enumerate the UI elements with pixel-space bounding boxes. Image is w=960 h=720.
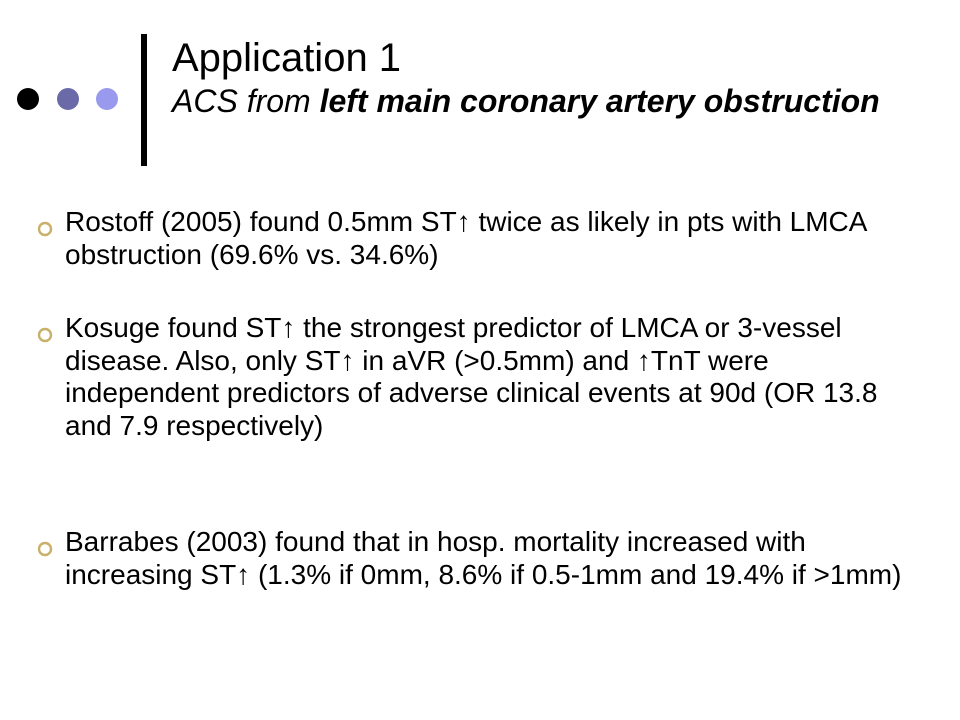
slide-title-block xyxy=(172,34,942,122)
dot-light-icon xyxy=(96,88,118,110)
ring-bullet-icon xyxy=(36,220,54,238)
title-divider xyxy=(141,34,147,166)
bullet-text: Barrabes (2003) found that in hosp. mortality increased with increasing ST↑ (1.3% if 0mm, 8.6% if 0.5-1mm and 19.4% if >1mm) xyxy=(65,526,902,590)
decorative-dots xyxy=(0,0,140,140)
ring-bullet-icon xyxy=(36,326,54,344)
subtitle-prefix: ACS from xyxy=(172,83,320,119)
bullet-text: Kosuge found ST↑ the strongest predictor of LMCA or 3-vessel disease. Also, only ST↑ in aVR (>0.5mm) and ↑TnT were independent predictors of adverse clinical events at 90d (OR 13.8 and 7.9 respectively) xyxy=(65,312,878,441)
ring-bullet-icon xyxy=(36,540,54,558)
subtitle-emphasis: left main coronary artery obstruction xyxy=(319,83,880,119)
slide-title: Application 1 xyxy=(172,36,402,80)
slide-subtitle xyxy=(172,80,942,122)
dot-mid-icon xyxy=(57,88,79,110)
bullet-text: Rostoff (2005) found 0.5mm ST↑ twice as likely in pts with LMCA obstruction (69.6% vs. 34.6%) xyxy=(65,206,866,270)
dot-dark-icon xyxy=(17,88,39,110)
